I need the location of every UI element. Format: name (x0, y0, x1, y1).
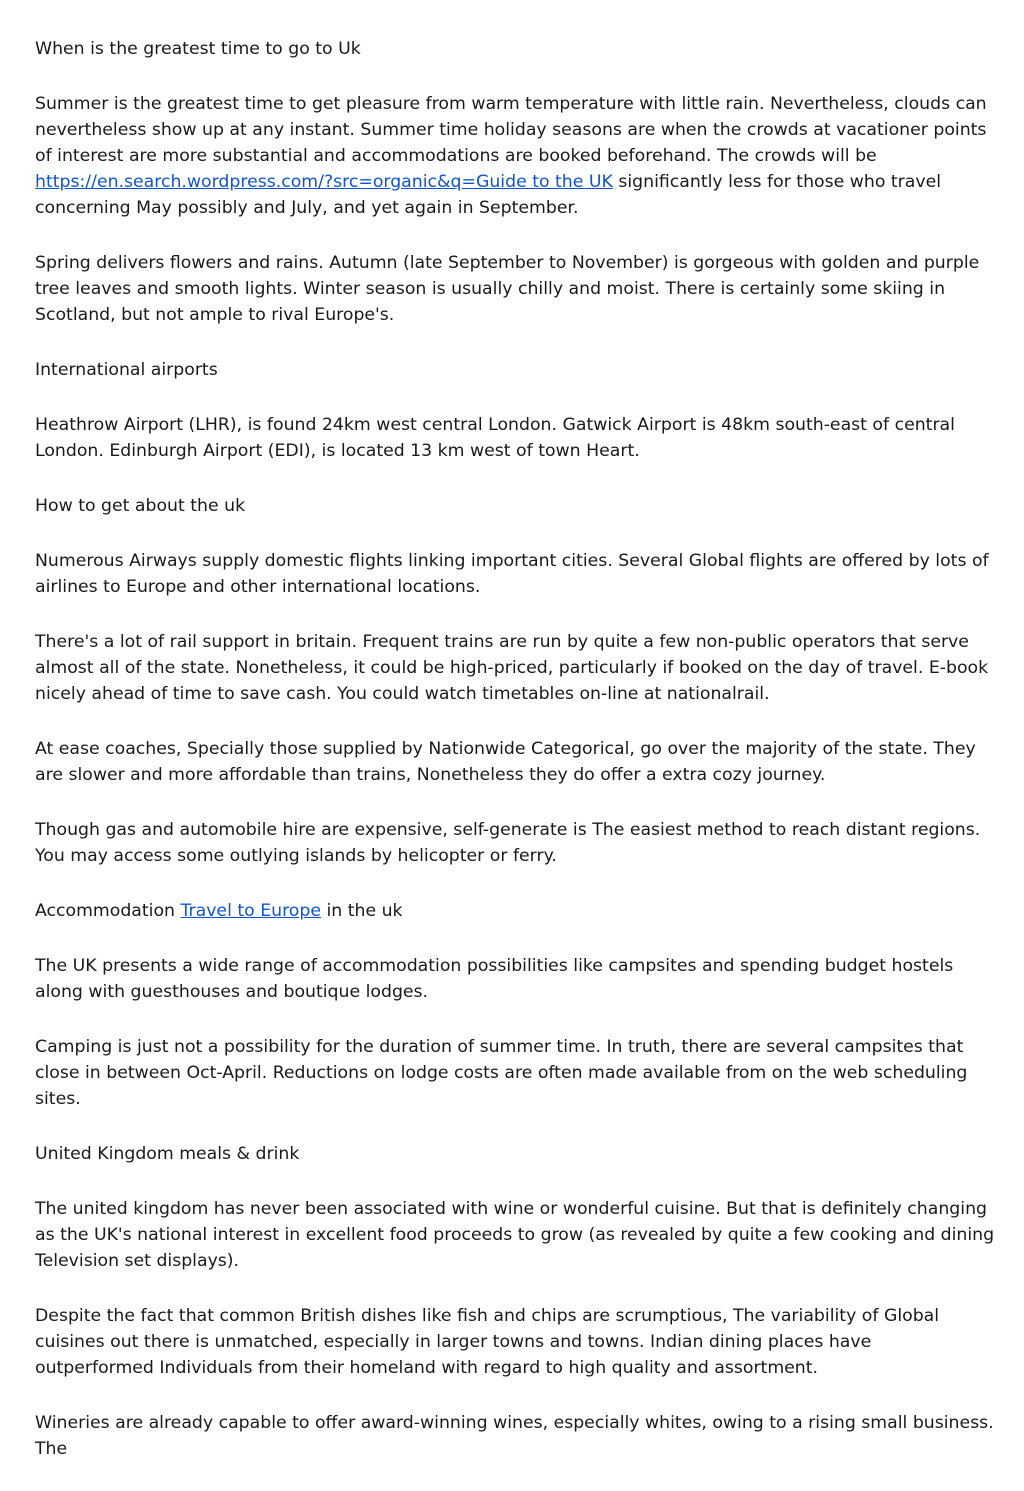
airports-paragraph: Heathrow Airport (LHR), is found 24km west central London. Gatwick Airport is 48km south-east of central London. Edinburgh Airport (EDI), is located 13 km west of town Heart. (35, 415, 955, 461)
document-body (35, 36, 995, 1491)
wordpress-search-link[interactable]: https://en.search.wordpress.com/?src=organic&q=Guide to the UK (35, 172, 613, 192)
heading-best-time: When is the greatest time to go to Uk (35, 39, 361, 59)
rail-paragraph: There's a lot of rail support in britain. Frequent trains are run by quite a few non-public operators that serve almost all of the state. Nonetheless, it could be high-priced, particularly if booked on the day of travel. E-book nicely ahead of time to save cash. You could watch timetables on-line at nationalrail. (35, 632, 989, 704)
summer-text-end: significantly less for those who travel concerning May possibly and July, and yet again in September. (35, 172, 942, 218)
heading-airports: International airports (35, 360, 218, 380)
travel-to-europe-link[interactable]: Travel to Europe (180, 901, 321, 921)
camping-paragraph: Camping is just not a possibility for the duration of summer time. In truth, there are several campsites that close in between Oct-April. Reductions on lodge costs are often made available from on the web scheduling sites. (35, 1037, 968, 1109)
accommodation-paragraph: The UK presents a wide range of accommodation possibilities like campsites and spending budget hostels along with guesthouses and boutique lodges. (35, 956, 954, 1002)
heading-getting-around: How to get about the uk (35, 496, 246, 516)
airways-paragraph: Numerous Airways supply domestic flights linking important cities. Several Global flights are offered by lots of airlines to Europe and other international locations. (35, 551, 989, 597)
wineries-paragraph: Wineries are already capable to offer award-winning wines, especially whites, owing to a rising small business. The (35, 1413, 994, 1459)
heading-food: United Kingdom meals & drink (35, 1144, 300, 1164)
accommodation-heading-end: in the uk (320, 901, 403, 921)
dishes-paragraph: Despite the fact that common British dishes like fish and chips are scrumptious, The variability of Global cuisines out there is unmatched, especially in larger towns and towns. Indian dining places have outperformed Individuals from their homeland with regard to high quality and assortment. (35, 1306, 940, 1378)
driving-paragraph: Though gas and automobile hire are expensive, self-generate is The easiest method to reach distant regions. You may access some outlying islands by helicopter or ferry. (35, 820, 981, 866)
summer-text-start: Summer is the greatest time to get pleasure from warm temperature with little rain. Nevertheless, clouds can nevertheless show up at any instant. Summer time holiday seasons are when the crowds at vacationer points of interest are more substantial and accommodations are booked beforehand. The crowds will be (35, 94, 987, 166)
cuisine-paragraph: The united kingdom has never been associated with wine or wonderful cuisine. But that is definitely changing as the UK's national interest in excellent food proceeds to grow (as revealed by quite a few cooking and dining Television set displays). (35, 1199, 995, 1271)
heading-accommodation (35, 898, 995, 924)
spring-paragraph: Spring delivers flowers and rains. Autumn (late September to November) is gorgeous with golden and purple tree leaves and smooth lights. Winter season is usually chilly and moist. There is certainly some skiing in Scotland, but not ample to rival Europe's. (35, 253, 980, 325)
summer-paragraph (35, 91, 995, 221)
coaches-paragraph: At ease coaches, Specially those supplied by Nationwide Categorical, go over the majority of the state. They are slower and more affordable than trains, Nonetheless they do offer a extra cozy journey. (35, 739, 976, 785)
accommodation-heading-start: Accommodation (35, 901, 181, 921)
